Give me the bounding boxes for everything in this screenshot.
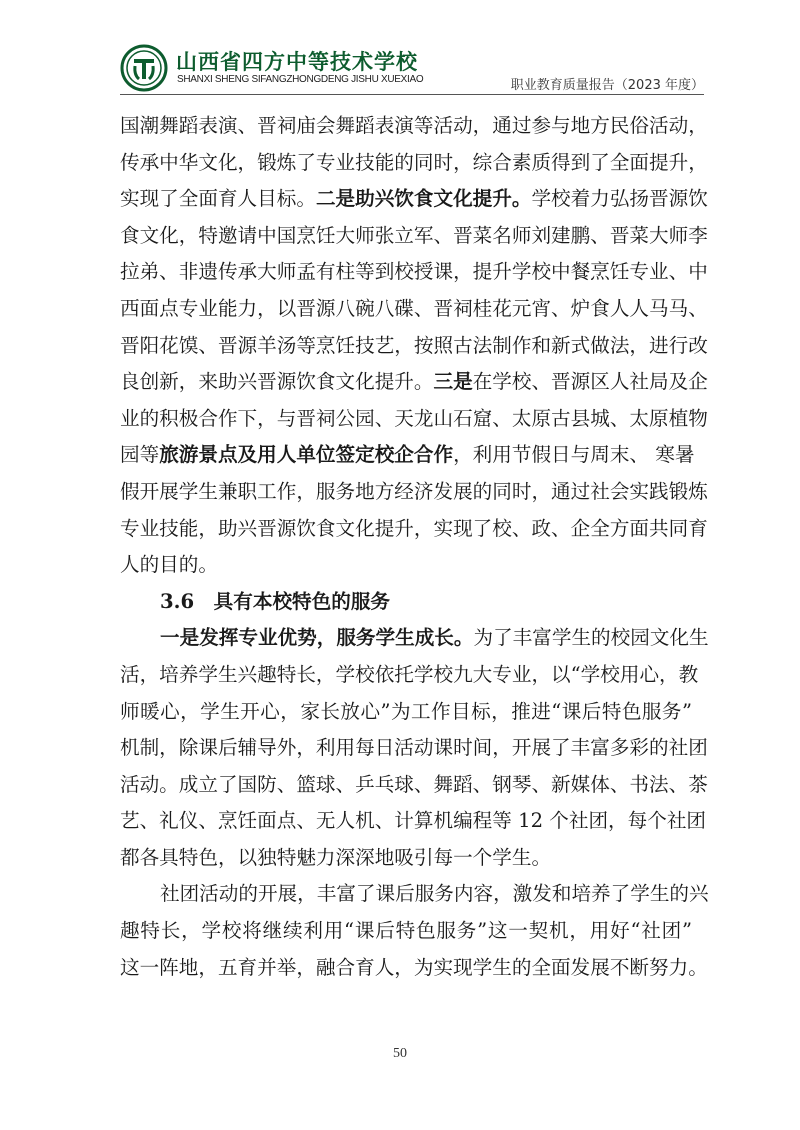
text-line: 趣特长，学校将继续利用“课后特色服务”这一契机，用好“社团” bbox=[120, 919, 692, 943]
header-divider bbox=[120, 94, 704, 95]
text-line: 专业技能，助兴晋源饮食文化提升，实现了校、政、企全方面共同育 bbox=[120, 516, 708, 540]
text-line: 社团活动的开展，丰富了课后服务内容，激发和培养了学生的兴 bbox=[160, 882, 709, 906]
school-name-cn: 山西省四方中等技术学校 bbox=[176, 50, 418, 74]
text-line bbox=[120, 364, 708, 401]
text-line: 拉弟、非遗传承大师孟有柱等到校授课，提升学校中餐烹饪专业、中 bbox=[120, 260, 708, 284]
bold-phrase: 一是发挥专业优势，服务学生成长。 bbox=[160, 626, 474, 650]
text-line: 师暖心，学生开心，家长放心”为工作目标，推进“课后特色服务” bbox=[120, 699, 692, 723]
text-line: 艺、礼仪、烹饪面点、无人机、计算机编程等 12 个社团，每个社团 bbox=[120, 809, 707, 833]
text-span: ，利用节假日与周末、 寒暑 bbox=[453, 443, 695, 467]
text-line: 都各具特色，以独特魅力深深地吸引每一个学生。 bbox=[120, 845, 552, 869]
text-span: 良创新，来助兴晋源饮食文化提升。 bbox=[120, 370, 434, 394]
text-span: 学校着力弘扬晋源饮 bbox=[531, 187, 708, 211]
body-text bbox=[120, 108, 709, 986]
text-line: 业的积极合作下，与晋祠公园、天龙山石窟、太原古县城、太原植物 bbox=[120, 406, 708, 430]
text-line: 西面点专业能力，以晋源八碗八碟、晋祠桂花元宵、炉食人人马马、 bbox=[120, 296, 708, 320]
text-line: 机制，除课后辅导外，利用每日活动课时间，开展了丰富多彩的社团 bbox=[120, 736, 708, 760]
text-line: 晋阳花馍、晋源羊汤等烹饪技艺，按照古法制作和新式做法，进行改 bbox=[120, 333, 708, 357]
page-header bbox=[120, 44, 704, 94]
text-line: 活，培养学生兴趣特长，学校依托学校九大专业，以“学校用心，教 bbox=[120, 662, 699, 686]
report-title: 职业教育质量报告（2023 年度） bbox=[510, 78, 704, 93]
text-span: 实现了全面育人目标。 bbox=[120, 187, 316, 211]
page-number: 50 bbox=[393, 1046, 407, 1061]
bold-phrase: 二是助兴饮食文化提升。 bbox=[315, 187, 532, 211]
text-line: 传承中华文化，锻炼了专业技能的同时，综合素质得到了全面提升， bbox=[120, 150, 708, 174]
text-line: 活动。成立了国防、篮球、乒乓球、舞蹈、钢琴、新媒体、书法、茶 bbox=[120, 772, 708, 796]
text-line bbox=[120, 437, 695, 474]
text-line: 这一阵地，五育并举，融合育人，为实现学生的全面发展不断努力。 bbox=[120, 955, 708, 979]
text-line: 人的目的。 bbox=[120, 553, 218, 577]
text-line bbox=[120, 181, 708, 218]
bold-phrase: 旅游景点及用人单位签定校企合作 bbox=[159, 443, 454, 467]
text-line: 假开展学生兼职工作，服务地方经济发展的同时，通过社会实践锻炼 bbox=[120, 479, 708, 503]
text-line: 国潮舞蹈表演、晋祠庙会舞蹈表演等活动，通过参与地方民俗活动， bbox=[120, 114, 708, 137]
school-logo-icon bbox=[120, 44, 168, 92]
text-line bbox=[120, 620, 709, 657]
section-heading: 3.6 具有本校特色的服务 bbox=[160, 589, 391, 613]
text-line: 食文化，特邀请中国烹饪大师张立军、晋菜名师刘建鹏、晋菜大师李 bbox=[120, 223, 708, 247]
text-span: 在学校、晋源区人社局及企 bbox=[472, 370, 708, 394]
school-name-en: SHANXI SHENG SIFANGZHONGDENG JISHU XUEXIAO bbox=[177, 74, 424, 85]
text-span: 为了丰富学生的校园文化生 bbox=[473, 626, 709, 650]
text-span: 园等 bbox=[120, 443, 160, 467]
bold-phrase: 三是 bbox=[433, 370, 473, 394]
